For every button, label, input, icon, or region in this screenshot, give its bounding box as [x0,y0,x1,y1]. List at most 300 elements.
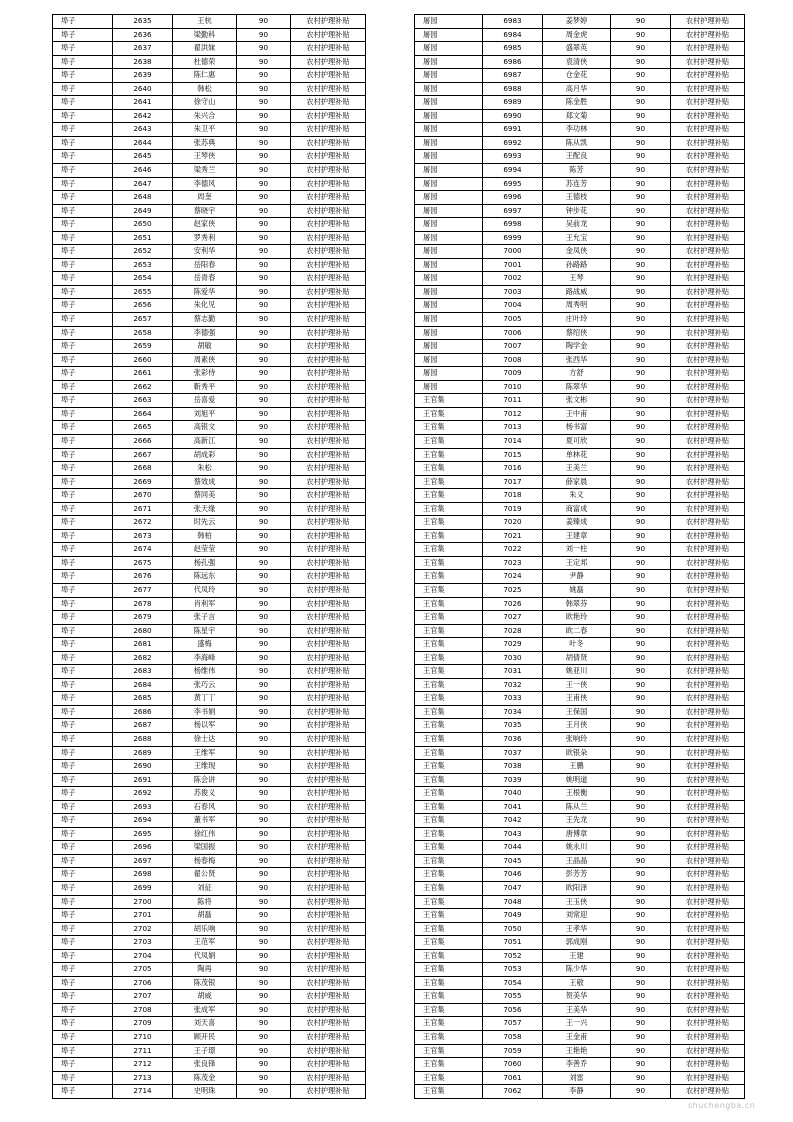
area-cell: 埠子 [53,611,113,625]
number-cell: 7035 [483,719,543,733]
name-cell: 蔡绍侠 [543,326,611,340]
subsidy-type-cell: 农村护理补贴 [671,55,745,69]
subsidy-type-cell: 农村护理补贴 [671,1003,745,1017]
area-cell: 屠园 [415,55,483,69]
amount-cell: 90 [237,895,291,909]
name-cell: 朱义 [543,489,611,503]
table-row [415,285,745,299]
table-row [415,1003,745,1017]
area-cell: 王官集 [415,529,483,543]
number-cell: 7013 [483,421,543,435]
table-row [53,638,366,652]
number-cell: 7038 [483,760,543,774]
table-row [53,69,366,83]
name-cell: 张西华 [543,353,611,367]
amount-cell: 90 [237,245,291,259]
area-cell: 王官集 [415,624,483,638]
table-row [53,313,366,327]
amount-cell: 90 [237,434,291,448]
subsidy-type-cell: 农村护理补贴 [291,82,366,96]
area-cell: 埠子 [53,841,113,855]
subsidy-type-cell: 农村护理补贴 [671,218,745,232]
subsidy-type-cell: 农村护理补贴 [671,367,745,381]
number-cell: 2654 [113,272,173,286]
amount-cell: 90 [611,96,671,110]
subsidy-type-cell: 农村护理补贴 [671,868,745,882]
area-cell: 埠子 [53,55,113,69]
area-cell: 王官集 [415,1044,483,1058]
name-cell: 刘常迎 [543,909,611,923]
number-cell: 7027 [483,611,543,625]
amount-cell: 90 [611,909,671,923]
subsidy-type-cell: 农村护理补贴 [671,787,745,801]
area-cell: 王官集 [415,638,483,652]
amount-cell: 90 [611,136,671,150]
amount-cell: 90 [611,746,671,760]
subsidy-type-cell: 农村护理补贴 [671,922,745,936]
area-cell: 埠子 [53,963,113,977]
amount-cell: 90 [611,15,671,29]
name-cell: 王中甫 [543,407,611,421]
subsidy-type-cell: 农村护理补贴 [291,55,366,69]
amount-cell: 90 [611,651,671,665]
amount-cell: 90 [611,475,671,489]
area-cell: 埠子 [53,407,113,421]
subsidy-type-cell: 农村护理补贴 [291,570,366,584]
table-row [415,55,745,69]
amount-cell: 90 [611,421,671,435]
number-cell: 7056 [483,1003,543,1017]
number-cell: 2650 [113,218,173,232]
area-cell: 埠子 [53,434,113,448]
area-cell: 埠子 [53,353,113,367]
subsidy-type-cell: 农村护理补贴 [671,624,745,638]
table-row [415,638,745,652]
amount-cell: 90 [611,82,671,96]
number-cell: 2691 [113,773,173,787]
table-row [415,949,745,963]
table-row [53,164,366,178]
area-cell: 埠子 [53,936,113,950]
area-cell: 埠子 [53,922,113,936]
table-row [415,556,745,570]
name-cell: 胡磊 [173,909,237,923]
subsidy-type-cell: 农村护理补贴 [291,678,366,692]
number-cell: 2706 [113,976,173,990]
name-cell: 朱松 [173,462,237,476]
amount-cell: 90 [611,556,671,570]
subsidy-type-cell: 农村护理补贴 [291,218,366,232]
area-cell: 屠园 [415,245,483,259]
name-cell: 王一侠 [543,678,611,692]
name-cell: 刘征 [173,882,237,896]
subsidy-type-cell: 农村护理补贴 [671,800,745,814]
area-cell: 埠子 [53,624,113,638]
name-cell: 李德强 [173,326,237,340]
amount-cell: 90 [237,340,291,354]
subsidy-type-cell: 农村护理补贴 [671,109,745,123]
table-row [415,841,745,855]
amount-cell: 90 [237,489,291,503]
number-cell: 2636 [113,28,173,42]
subsidy-type-cell: 农村护理补贴 [671,448,745,462]
subsidy-type-cell: 农村护理补贴 [291,109,366,123]
area-cell: 埠子 [53,28,113,42]
table-row [415,28,745,42]
name-cell: 王美华 [543,1003,611,1017]
amount-cell: 90 [237,1044,291,1058]
table-row [53,272,366,286]
amount-cell: 90 [611,583,671,597]
number-cell: 2677 [113,583,173,597]
table-row [415,218,745,232]
area-cell: 埠子 [53,218,113,232]
table-row [415,1044,745,1058]
table-row [415,732,745,746]
name-cell: 王晶晶 [543,854,611,868]
subsidy-type-cell: 农村护理补贴 [291,434,366,448]
amount-cell: 90 [237,231,291,245]
number-cell: 6988 [483,82,543,96]
number-cell: 2694 [113,814,173,828]
amount-cell: 90 [237,516,291,530]
amount-cell: 90 [611,231,671,245]
number-cell: 2689 [113,746,173,760]
number-cell: 2675 [113,556,173,570]
area-cell: 屠园 [415,136,483,150]
number-cell: 6999 [483,231,543,245]
amount-cell: 90 [237,462,291,476]
subsidy-type-cell: 农村护理补贴 [671,1044,745,1058]
number-cell: 2679 [113,611,173,625]
amount-cell: 90 [237,218,291,232]
number-cell: 2653 [113,258,173,272]
table-row [415,407,745,421]
amount-cell: 90 [611,55,671,69]
subsidy-type-cell: 农村护理补贴 [291,976,366,990]
number-cell: 2692 [113,787,173,801]
area-cell: 王官集 [415,746,483,760]
subsidy-type-cell: 农村护理补贴 [291,448,366,462]
name-cell: 李静 [543,1085,611,1099]
subsidy-type-cell: 农村护理补贴 [291,651,366,665]
amount-cell: 90 [611,841,671,855]
name-cell: 王玉侠 [543,895,611,909]
table-row [53,1031,366,1045]
subsidy-type-cell: 农村护理补贴 [671,963,745,977]
subsidy-type-cell: 农村护理补贴 [291,42,366,56]
name-cell: 董书军 [173,814,237,828]
table-row [415,394,745,408]
amount-cell: 90 [611,1044,671,1058]
number-cell: 2676 [113,570,173,584]
number-cell: 7062 [483,1085,543,1099]
name-cell: 罗秀利 [173,231,237,245]
amount-cell: 90 [611,963,671,977]
name-cell: 刘雷 [543,1071,611,1085]
table-row [53,976,366,990]
name-cell: 梁国振 [173,841,237,855]
amount-cell: 90 [237,624,291,638]
number-cell: 7000 [483,245,543,259]
table-row [415,529,745,543]
amount-cell: 90 [237,909,291,923]
subsidy-type-cell: 农村护理补贴 [671,245,745,259]
amount-cell: 90 [611,272,671,286]
amount-cell: 90 [237,570,291,584]
name-cell: 方舒 [543,367,611,381]
name-cell: 王子璟 [173,1044,237,1058]
number-cell: 2647 [113,177,173,191]
subsidy-type-cell: 农村护理补贴 [291,556,366,570]
table-row [53,15,366,29]
area-cell: 埠子 [53,448,113,462]
name-cell: 顾开民 [173,1031,237,1045]
table-row [415,448,745,462]
amount-cell: 90 [237,96,291,110]
name-cell: 王琴侠 [173,150,237,164]
amount-cell: 90 [237,868,291,882]
subsidy-type-cell: 农村护理补贴 [671,421,745,435]
area-cell: 埠子 [53,380,113,394]
number-cell: 2672 [113,516,173,530]
table-row [53,570,366,584]
amount-cell: 90 [611,611,671,625]
name-cell: 陈茂银 [173,976,237,990]
name-cell: 石春风 [173,800,237,814]
table-row [53,434,366,448]
table-row [53,367,366,381]
subsidy-type-cell: 农村护理补贴 [671,96,745,110]
table-row [53,760,366,774]
table-row [53,746,366,760]
name-cell: 安利华 [173,245,237,259]
name-cell: 王孝华 [543,922,611,936]
number-cell: 2687 [113,719,173,733]
number-cell: 2682 [113,651,173,665]
name-cell: 姚明道 [543,773,611,787]
name-cell: 王鹏 [543,760,611,774]
roster-body-left [53,15,366,1099]
area-cell: 埠子 [53,732,113,746]
amount-cell: 90 [237,421,291,435]
name-cell: 苏俊义 [173,787,237,801]
number-cell: 7037 [483,746,543,760]
table-row [415,109,745,123]
area-cell: 埠子 [53,882,113,896]
area-cell: 王官集 [415,773,483,787]
name-cell: 肖利军 [173,597,237,611]
amount-cell: 90 [237,272,291,286]
area-cell: 埠子 [53,909,113,923]
table-row [415,611,745,625]
number-cell: 7058 [483,1031,543,1045]
table-row [415,543,745,557]
amount-cell: 90 [611,1003,671,1017]
area-cell: 埠子 [53,326,113,340]
table-row [415,760,745,774]
name-cell: 时先云 [173,516,237,530]
table-row [53,529,366,543]
amount-cell: 90 [237,82,291,96]
subsidy-type-cell: 农村护理补贴 [671,976,745,990]
name-cell: 张良锋 [173,1058,237,1072]
area-cell: 埠子 [53,570,113,584]
amount-cell: 90 [611,28,671,42]
subsidy-type-cell: 农村护理补贴 [291,299,366,313]
table-row [53,1058,366,1072]
subsidy-type-cell: 农村护理补贴 [671,1031,745,1045]
amount-cell: 90 [611,854,671,868]
amount-cell: 90 [611,1031,671,1045]
number-cell: 7036 [483,732,543,746]
number-cell: 2705 [113,963,173,977]
area-cell: 埠子 [53,285,113,299]
amount-cell: 90 [237,543,291,557]
number-cell: 2670 [113,489,173,503]
name-cell: 杨孔强 [173,556,237,570]
area-cell: 屠园 [415,204,483,218]
subsidy-type-cell: 农村护理补贴 [291,732,366,746]
number-cell: 7015 [483,448,543,462]
name-cell: 朱卫平 [173,123,237,137]
number-cell: 7048 [483,895,543,909]
area-cell: 王官集 [415,556,483,570]
table-row [53,380,366,394]
table-row [415,421,745,435]
table-row [53,624,366,638]
area-cell: 埠子 [53,787,113,801]
amount-cell: 90 [237,69,291,83]
name-cell: 王定邦 [543,556,611,570]
amount-cell: 90 [611,827,671,841]
area-cell: 屠园 [415,28,483,42]
amount-cell: 90 [611,814,671,828]
amount-cell: 90 [611,936,671,950]
table-row [415,651,745,665]
area-cell: 埠子 [53,136,113,150]
amount-cell: 90 [237,732,291,746]
table-row [415,854,745,868]
area-cell: 王官集 [415,516,483,530]
subsidy-type-cell: 农村护理补贴 [671,529,745,543]
number-cell: 2698 [113,868,173,882]
amount-cell: 90 [237,882,291,896]
table-row [415,489,745,503]
number-cell: 7022 [483,543,543,557]
name-cell: 孙路路 [543,258,611,272]
area-cell: 王官集 [415,421,483,435]
number-cell: 2704 [113,949,173,963]
subsidy-type-cell: 农村护理补贴 [291,516,366,530]
area-cell: 王官集 [415,909,483,923]
table-row [415,868,745,882]
subsidy-type-cell: 农村护理补贴 [671,882,745,896]
table-row [53,611,366,625]
amount-cell: 90 [611,245,671,259]
amount-cell: 90 [611,760,671,774]
subsidy-type-cell: 农村护理补贴 [291,746,366,760]
area-cell: 埠子 [53,15,113,29]
table-row [415,15,745,29]
number-cell: 6996 [483,191,543,205]
subsidy-type-cell: 农村护理补贴 [671,692,745,706]
number-cell: 2697 [113,854,173,868]
roster-table-right [414,14,745,1099]
area-cell: 埠子 [53,367,113,381]
number-cell: 7016 [483,462,543,476]
subsidy-type-cell: 农村护理补贴 [291,692,366,706]
amount-cell: 90 [611,326,671,340]
area-cell: 王官集 [415,475,483,489]
area-cell: 埠子 [53,462,113,476]
name-cell: 王艳艳 [543,1044,611,1058]
number-cell: 2685 [113,692,173,706]
amount-cell: 90 [611,1058,671,1072]
name-cell: 史明珠 [173,1085,237,1099]
number-cell: 2681 [113,638,173,652]
area-cell: 屠园 [415,340,483,354]
subsidy-type-cell: 农村护理补贴 [291,800,366,814]
name-cell: 周秀明 [543,299,611,313]
name-cell: 陈翠华 [543,380,611,394]
subsidy-type-cell: 农村护理补贴 [671,258,745,272]
number-cell: 7028 [483,624,543,638]
amount-cell: 90 [237,258,291,272]
amount-cell: 90 [611,367,671,381]
subsidy-type-cell: 农村护理补贴 [291,353,366,367]
area-cell: 王官集 [415,678,483,692]
table-row [415,1071,745,1085]
area-cell: 王官集 [415,665,483,679]
amount-cell: 90 [237,326,291,340]
subsidy-type-cell: 农村护理补贴 [671,231,745,245]
number-cell: 7040 [483,787,543,801]
name-cell: 王保国 [543,705,611,719]
number-cell: 7011 [483,394,543,408]
amount-cell: 90 [611,1071,671,1085]
subsidy-type-cell: 农村护理补贴 [671,462,745,476]
subsidy-type-cell: 农村护理补贴 [671,123,745,137]
amount-cell: 90 [237,42,291,56]
number-cell: 2655 [113,285,173,299]
subsidy-type-cell: 农村护理补贴 [291,367,366,381]
amount-cell: 90 [611,434,671,448]
subsidy-type-cell: 农村护理补贴 [291,1058,366,1072]
name-cell: 苏连芳 [543,177,611,191]
amount-cell: 90 [611,191,671,205]
amount-cell: 90 [611,529,671,543]
area-cell: 王官集 [415,407,483,421]
name-cell: 翟洪妹 [173,42,237,56]
subsidy-type-cell: 农村护理补贴 [291,421,366,435]
number-cell: 7018 [483,489,543,503]
number-cell: 7041 [483,800,543,814]
name-cell: 袁清侠 [543,55,611,69]
number-cell: 6984 [483,28,543,42]
name-cell: 陈会讲 [173,773,237,787]
area-cell: 屠园 [415,191,483,205]
subsidy-type-cell: 农村护理补贴 [671,489,745,503]
number-cell: 2701 [113,909,173,923]
table-row [415,82,745,96]
name-cell: 靳秀平 [173,380,237,394]
amount-cell: 90 [611,218,671,232]
amount-cell: 90 [237,678,291,692]
amount-cell: 90 [237,164,291,178]
number-cell: 2642 [113,109,173,123]
subsidy-type-cell: 农村护理补贴 [671,42,745,56]
